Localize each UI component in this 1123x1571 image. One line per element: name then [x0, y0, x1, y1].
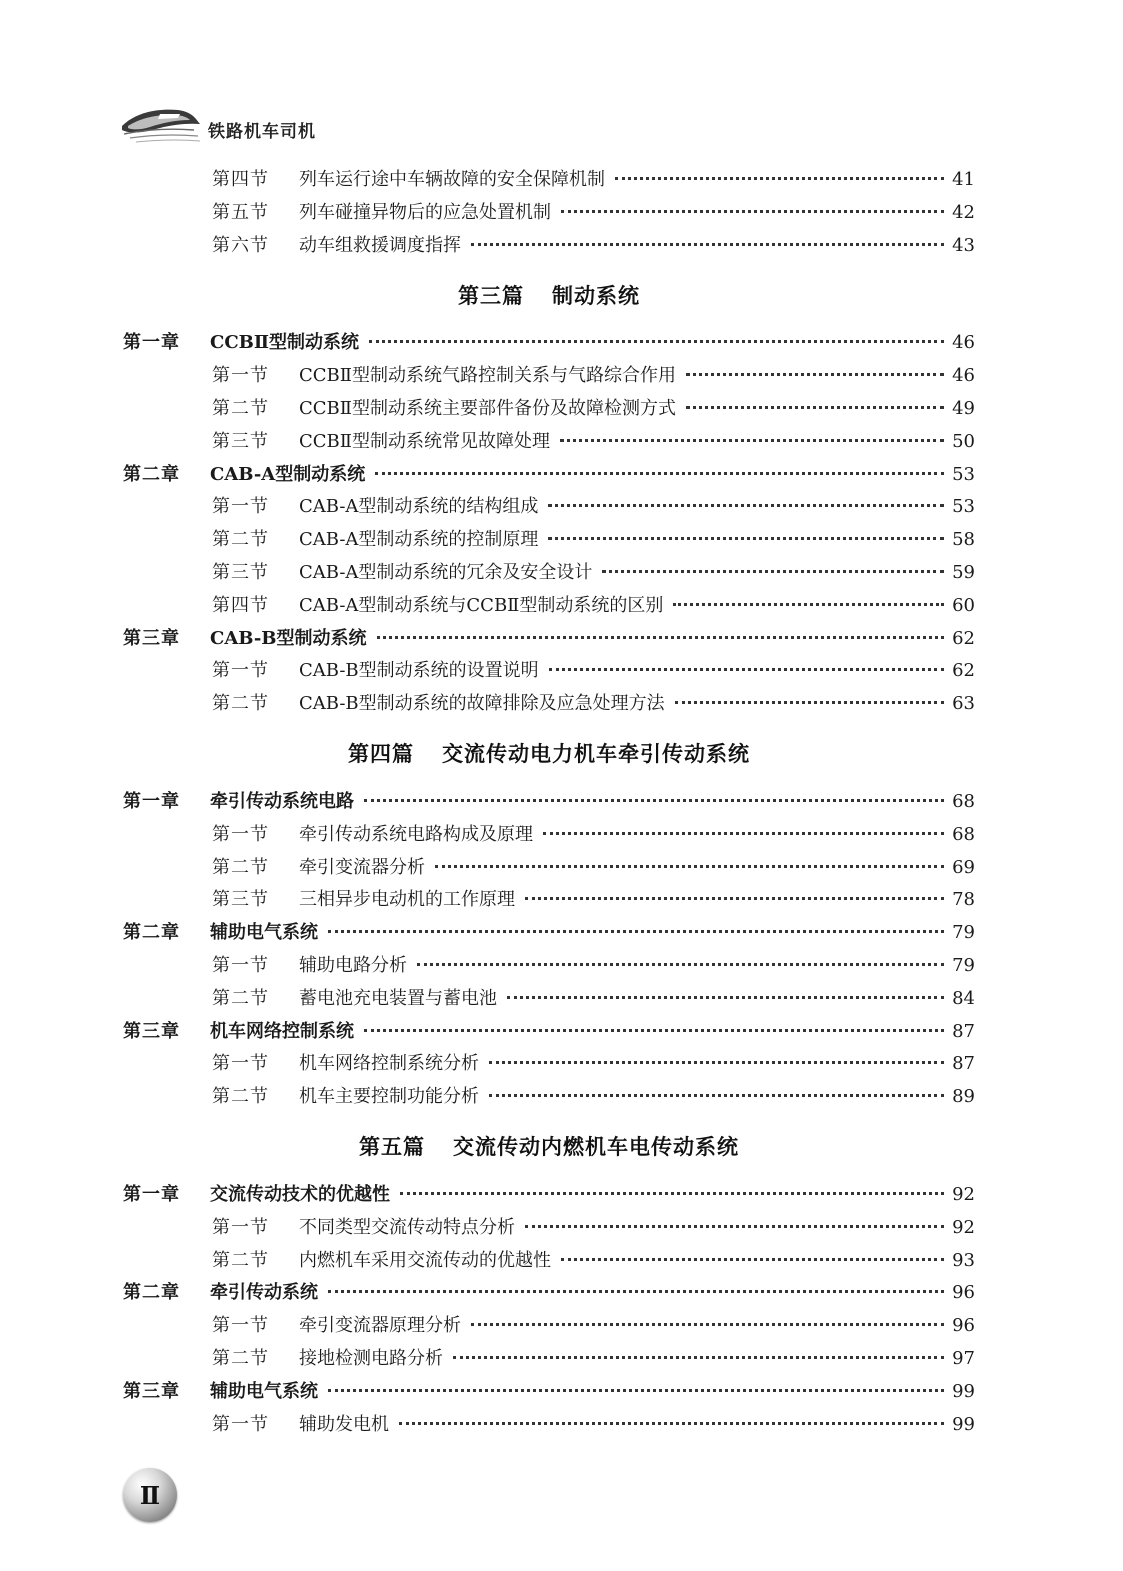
- section-number: 第三节: [212, 561, 269, 583]
- chapter-number: 第三章: [123, 1380, 180, 1402]
- section-number: 第六节: [212, 234, 269, 256]
- toc-section-entry[interactable]: [123, 950, 975, 983]
- section-title: 牵引传动系统电路构成及原理: [299, 823, 533, 845]
- section-title: CAB-B型制动系统的故障排除及应急处理方法: [299, 693, 665, 715]
- toc-section-entry[interactable]: [123, 655, 975, 688]
- page-ref: 68: [952, 790, 975, 812]
- toc-chapter-entry[interactable]: [123, 1376, 975, 1409]
- dot-leader: [675, 698, 944, 704]
- page-number-badge: [123, 1468, 177, 1522]
- toc-section-entry[interactable]: [123, 1343, 975, 1376]
- section-number: 第一节: [212, 1315, 269, 1337]
- dot-leader: [525, 1222, 944, 1228]
- page-ref: 46: [952, 365, 975, 387]
- toc-section-entry[interactable]: [123, 557, 975, 590]
- dot-leader: [328, 1287, 944, 1293]
- part-number: 第四篇: [348, 742, 414, 767]
- dot-leader: [328, 1386, 944, 1392]
- section-number: 第二节: [212, 856, 269, 878]
- chapter-title: 辅助电气系统: [210, 1380, 318, 1402]
- page-ref: 41: [952, 169, 975, 190]
- page-ref: 87: [952, 1020, 975, 1042]
- section-number: 第三节: [212, 430, 269, 452]
- part-title: [123, 262, 975, 327]
- section-number: 第二节: [212, 529, 269, 551]
- section-title: 动车组救援调度指挥: [299, 234, 461, 256]
- chapter-title: 牵引传动系统电路: [210, 790, 354, 812]
- part-heading: 交流传动电力机车牵引传动系统: [442, 742, 750, 767]
- chapter-title: CAB-A型制动系统: [210, 463, 366, 485]
- section-number: 第三节: [212, 889, 269, 911]
- section-title: CCBⅡ型制动系统气路控制关系与气路综合作用: [299, 365, 677, 387]
- toc-section-entry[interactable]: [123, 1409, 975, 1442]
- dot-leader: [507, 993, 944, 999]
- section-title: CAB-B型制动系统的设置说明: [299, 660, 539, 682]
- page-ref: 59: [952, 561, 975, 583]
- page-ref: 89: [952, 1086, 975, 1108]
- page-ref: 99: [952, 1413, 975, 1435]
- chapter-title: 交流传动技术的优越性: [210, 1183, 390, 1205]
- toc-section-entry[interactable]: [123, 1310, 975, 1343]
- dot-leader: [369, 337, 944, 343]
- section-title: 内燃机车采用交流传动的优越性: [299, 1249, 551, 1271]
- dot-leader: [435, 862, 944, 868]
- section-title: 接地检测电路分析: [299, 1347, 443, 1369]
- page-ref: 92: [952, 1183, 975, 1205]
- dot-leader: [453, 1353, 944, 1359]
- chapter-number: 第一章: [123, 332, 180, 354]
- page-ref: 53: [952, 463, 975, 485]
- running-header: [120, 100, 360, 150]
- page-ref: 93: [952, 1249, 975, 1271]
- section-title: 列车运行途中车辆故障的安全保障机制: [299, 169, 605, 190]
- toc-section-entry[interactable]: [123, 393, 975, 426]
- part-heading: 交流传动内燃机车电传动系统: [453, 1135, 739, 1160]
- page-ref: 78: [952, 889, 975, 911]
- section-number: 第二节: [212, 397, 269, 419]
- dot-leader: [615, 174, 944, 180]
- chapter-title: 机车网络控制系统: [210, 1020, 354, 1042]
- section-number: 第二节: [212, 987, 269, 1009]
- page-ref: 79: [952, 922, 975, 944]
- part-heading: 制动系统: [552, 283, 640, 308]
- dot-leader: [400, 1189, 944, 1195]
- chapter-title: CCBⅡ型制动系统: [210, 332, 360, 354]
- section-title: 不同类型交流传动特点分析: [299, 1216, 515, 1238]
- section-title: CAB-A型制动系统的结构组成: [299, 496, 539, 518]
- page-ref: 49: [952, 397, 975, 419]
- toc-chapter-entry[interactable]: [123, 917, 975, 950]
- dot-leader: [673, 600, 944, 606]
- section-number: 第一节: [212, 823, 269, 845]
- page-ref: 63: [952, 693, 975, 715]
- chapter-title: 牵引传动系统: [210, 1282, 318, 1304]
- page-ref: 60: [952, 594, 975, 616]
- section-title: 机车主要控制功能分析: [299, 1086, 479, 1108]
- page-ref: 43: [952, 234, 975, 256]
- section-title: CAB-A型制动系统与CCBⅡ型制动系统的区别: [299, 594, 664, 616]
- dot-leader: [399, 1419, 944, 1425]
- section-title: 牵引变流器分析: [299, 856, 425, 878]
- dot-leader: [525, 894, 944, 900]
- toc-section-entry[interactable]: [123, 819, 975, 852]
- dot-leader: [543, 829, 944, 835]
- chapter-title: CAB-B型制动系统: [210, 627, 367, 649]
- section-number: 第二节: [212, 1347, 269, 1369]
- page-ref: 99: [952, 1380, 975, 1402]
- chapter-title: 辅助电气系统: [210, 922, 318, 944]
- section-number: 第一节: [212, 660, 269, 682]
- section-title: 辅助发电机: [299, 1413, 389, 1435]
- section-number: 第一节: [212, 1053, 269, 1075]
- section-number: 第一节: [212, 365, 269, 387]
- toc-chapter-entry[interactable]: [123, 1016, 975, 1049]
- section-title: CCBⅡ型制动系统主要部件备份及故障检测方式: [299, 397, 677, 419]
- dot-leader: [417, 960, 944, 966]
- dot-leader: [471, 1320, 944, 1326]
- dot-leader: [377, 633, 945, 639]
- dot-leader: [686, 370, 944, 376]
- page-ref: 97: [952, 1347, 975, 1369]
- section-title: CAB-A型制动系统的控制原理: [299, 529, 539, 551]
- toc-section-entry[interactable]: [123, 360, 975, 393]
- toc-section-entry[interactable]: [123, 164, 975, 197]
- dot-leader: [489, 1091, 944, 1097]
- page-ref: 62: [952, 627, 975, 649]
- section-title: 辅助电路分析: [299, 954, 407, 976]
- chapter-number: 第三章: [123, 627, 180, 649]
- toc-section-entry[interactable]: [123, 884, 975, 917]
- chapter-number: 第二章: [123, 922, 180, 944]
- dot-leader: [686, 403, 944, 409]
- chapter-number: 第二章: [123, 463, 180, 485]
- section-title: CAB-A型制动系统的冗余及安全设计: [299, 561, 593, 583]
- chapter-number: 第二章: [123, 1282, 180, 1304]
- toc-section-entry[interactable]: [123, 1081, 975, 1114]
- page-ref: 69: [952, 856, 975, 878]
- page-ref: 79: [952, 954, 975, 976]
- page-ref: 96: [952, 1282, 975, 1304]
- section-number: 第一节: [212, 496, 269, 518]
- chapter-number: 第三章: [123, 1020, 180, 1042]
- toc-chapter-entry[interactable]: [123, 1179, 975, 1212]
- part-number: 第三篇: [458, 283, 524, 308]
- page-ref: 68: [952, 823, 975, 845]
- toc-section-entry[interactable]: [123, 983, 975, 1016]
- toc-section-entry[interactable]: [123, 688, 975, 721]
- toc-section-entry[interactable]: [123, 1212, 975, 1245]
- section-title: 列车碰撞异物后的应急处置机制: [299, 201, 551, 223]
- dot-leader: [489, 1058, 944, 1064]
- page-number: Ⅱ: [139, 1480, 161, 1510]
- toc-section-entry[interactable]: [123, 852, 975, 885]
- train-logo-icon: [120, 100, 202, 146]
- toc-chapter-entry[interactable]: [123, 623, 975, 656]
- section-number: 第五节: [212, 201, 269, 223]
- toc-section-entry[interactable]: [123, 426, 975, 459]
- section-number: 第二节: [212, 1249, 269, 1271]
- section-title: 三相异步电动机的工作原理: [299, 889, 515, 911]
- toc-section-entry[interactable]: [123, 524, 975, 557]
- dot-leader: [560, 436, 944, 442]
- part-number: 第五篇: [359, 1135, 425, 1160]
- chapter-number: 第一章: [123, 790, 180, 812]
- dot-leader: [561, 1255, 944, 1261]
- toc-section-entry[interactable]: [123, 491, 975, 524]
- dot-leader: [364, 796, 944, 802]
- dot-leader: [471, 240, 944, 246]
- dot-leader: [375, 469, 944, 475]
- section-title: 牵引变流器原理分析: [299, 1315, 461, 1337]
- section-number: 第四节: [212, 169, 269, 190]
- part-title: [123, 1114, 975, 1179]
- dot-leader: [561, 207, 944, 213]
- section-number: 第二节: [212, 693, 269, 715]
- page-ref: 50: [952, 430, 975, 452]
- dot-leader: [602, 567, 944, 573]
- page-ref: 46: [952, 332, 975, 354]
- section-number: 第四节: [212, 594, 269, 616]
- dot-leader: [364, 1026, 944, 1032]
- toc-section-entry[interactable]: [123, 197, 975, 230]
- page-ref: 92: [952, 1216, 975, 1238]
- toc-chapter-entry[interactable]: [123, 1277, 975, 1310]
- page-ref: 84: [952, 987, 975, 1009]
- toc-section-entry[interactable]: [123, 1245, 975, 1278]
- chapter-number: 第一章: [123, 1183, 180, 1205]
- toc-chapter-entry[interactable]: [123, 327, 975, 360]
- toc-section-entry[interactable]: [123, 1048, 975, 1081]
- page-ref: 53: [952, 496, 975, 518]
- page-ref: 62: [952, 660, 975, 682]
- toc-section-entry[interactable]: [123, 590, 975, 623]
- part-title: [123, 721, 975, 786]
- dot-leader: [548, 534, 944, 540]
- section-number: 第一节: [212, 954, 269, 976]
- section-title: 机车网络控制系统分析: [299, 1053, 479, 1075]
- page-ref: 42: [952, 201, 975, 223]
- dot-leader: [548, 501, 944, 507]
- section-number: 第二节: [212, 1086, 269, 1108]
- toc-chapter-entry[interactable]: [123, 459, 975, 492]
- page-ref: 87: [952, 1053, 975, 1075]
- section-number: 第一节: [212, 1216, 269, 1238]
- table-of-contents: [123, 164, 975, 1441]
- section-number: 第一节: [212, 1413, 269, 1435]
- page-ref: 96: [952, 1315, 975, 1337]
- section-title: CCBⅡ型制动系统常见故障处理: [299, 430, 551, 452]
- dot-leader: [328, 927, 944, 933]
- dot-leader: [549, 665, 944, 671]
- toc-section-entry[interactable]: [123, 230, 975, 263]
- page-ref: 58: [952, 529, 975, 551]
- book-title: 铁路机车司机: [208, 122, 316, 142]
- section-title: 蓄电池充电装置与蓄电池: [299, 987, 497, 1009]
- toc-chapter-entry[interactable]: [123, 786, 975, 819]
